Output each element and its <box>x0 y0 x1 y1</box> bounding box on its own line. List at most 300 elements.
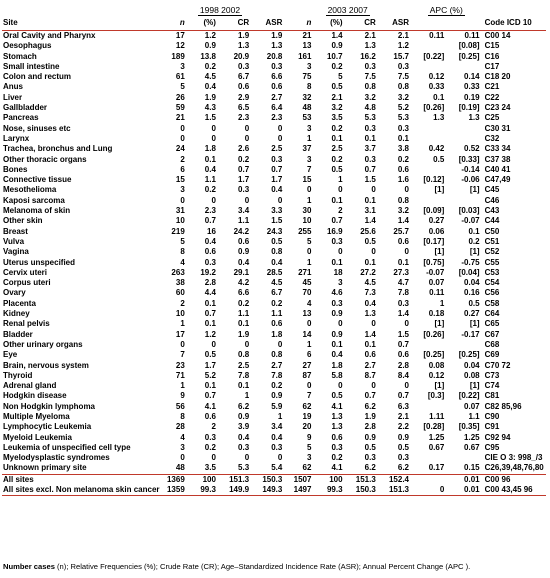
icd-code-cell: C15 <box>484 41 500 51</box>
incidence-table-container <box>2 4 546 496</box>
table-row <box>2 422 546 432</box>
site-cell: All sites <box>2 474 156 485</box>
site-cell: All sites excl. Non melanoma skin cancer <box>3 485 160 495</box>
column-header-row <box>2 16 546 31</box>
n-2003-cell: 1507 <box>284 474 313 485</box>
apc-asr-cell: 1.25 <box>464 432 480 442</box>
n-1998-cell: 4 <box>180 432 185 442</box>
n-1998-cell: 3 <box>180 61 185 71</box>
apc-asr-cell: [0.03] <box>458 206 480 216</box>
site-cell: Pancreas <box>3 113 39 123</box>
asr-1998-cell: 0 <box>277 133 283 143</box>
total-row <box>2 474 546 485</box>
apc-cr-cell: 1.25 <box>428 432 445 442</box>
asr-2003-cell: 5.3 <box>397 113 409 123</box>
n-2003-cell: 1 <box>306 339 312 349</box>
pct-2003-cell: 0 <box>338 319 343 329</box>
site-cell: Uterus unspecified <box>3 257 76 267</box>
n-2003-cell: 13 <box>302 41 312 51</box>
asr-2003-cell: 1.4 <box>397 216 409 226</box>
pct-2003-cell: 1.8 <box>331 360 343 370</box>
pct-1998-cell: 0.9 <box>204 41 216 51</box>
apc-cr-cell <box>411 134 446 144</box>
n-2003-cell: 5 <box>306 442 312 452</box>
cr-1998-cell: 6.7 <box>238 72 250 82</box>
icd-code-cell: C47,49 <box>484 175 511 185</box>
pct-1998-cell: 1.1 <box>204 175 216 185</box>
site-cell: Unknown primary site <box>3 463 87 473</box>
apc-cr-cell <box>411 124 446 134</box>
apc-asr-cell: -0.75 <box>461 257 480 267</box>
apc-asr-cell: [0.08] <box>458 41 480 51</box>
cr-2003-cell: 6.2 <box>364 463 376 473</box>
pct-1998-cell: 0.7 <box>204 216 216 226</box>
pct-2003-cell: 0.2 <box>331 453 343 463</box>
n-2003-cell: 70 <box>302 288 312 298</box>
n-1998-cell: 48 <box>175 463 185 473</box>
asr-1998-cell: 0.8 <box>271 247 283 257</box>
pct-1998-cell: 0.4 <box>204 236 216 246</box>
asr-1998-cell: 2.5 <box>271 144 283 154</box>
table-row <box>2 165 546 175</box>
pct-2003-cell: 5 <box>338 72 343 82</box>
apc-asr-cell <box>446 62 481 72</box>
cr-1998-cell: 24.2 <box>233 226 250 236</box>
pct-1998-cell: 0.2 <box>204 442 216 452</box>
n-1998-cell: 2 <box>180 154 185 164</box>
apc-asr-cell: [0.33] <box>458 154 480 164</box>
site-cell: Vulva <box>3 236 25 246</box>
pct-2003-cell: 4.6 <box>331 288 343 298</box>
table-row <box>2 124 546 134</box>
pct-1998-cell: 0.3 <box>204 432 216 442</box>
icd-code-cell: C51 <box>484 236 500 246</box>
n-2003-cell: 1 <box>306 257 312 267</box>
cr-1998-cell: 0 <box>244 123 250 133</box>
pct-1998-cell: 0.4 <box>204 82 216 92</box>
apc-cr-cell <box>411 196 446 206</box>
icd-code-cell: C17 <box>484 61 500 71</box>
asr-1998-cell: 1.9 <box>271 31 283 40</box>
asr-2003-cell: 152.4 <box>378 474 411 485</box>
n-1998-cell: 38 <box>175 278 185 288</box>
cr-2003-cell: 151.3 <box>345 474 378 485</box>
n-2003-cell: 4 <box>306 298 312 308</box>
icd-code-cell: C73 <box>484 370 500 380</box>
cr-1998-cell: 2.3 <box>238 113 250 123</box>
asr-1998-cell: 7.8 <box>271 370 283 380</box>
icd-code-cell: C26,39,48,76,80 <box>484 463 544 473</box>
apc-asr-column-header <box>446 16 481 31</box>
icd-code-cell: C32 <box>484 133 500 143</box>
icd-code-cell: C95 <box>484 442 500 452</box>
asr-1998-cell: 0.4 <box>271 432 283 442</box>
n-2003-cell: 3 <box>306 154 312 164</box>
cr-2003-cell: 0.1 <box>364 257 376 267</box>
footnote-bold: Number cases <box>3 562 55 571</box>
apc-asr-cell: 0.07 <box>464 401 480 411</box>
apc-cr-cell <box>411 62 446 72</box>
apc-cr-cell: [0.17] <box>423 236 445 246</box>
asr-1998-cell: 24.3 <box>266 226 283 236</box>
n-1998-cell: 0 <box>180 133 185 143</box>
pct-1998-cell: 1.5 <box>204 113 216 123</box>
asr-2003-cell: 1.4 <box>397 309 409 319</box>
cr-2003-cell: 0.1 <box>364 195 376 205</box>
asr-2003-cell: 3.2 <box>397 92 409 102</box>
table-row <box>2 82 546 92</box>
n-1998-cell: 60 <box>175 288 185 298</box>
n-1998-cell: 219 <box>171 226 185 236</box>
asr-1998-cell: 1.7 <box>271 175 283 185</box>
pct-2003-cell: 4.1 <box>331 401 343 411</box>
pct-1998-cell: 0.6 <box>204 247 216 257</box>
icd-code-cell: C82 85,96 <box>484 401 522 411</box>
icd-code-cell: C18 20 <box>484 72 511 82</box>
asr-1998-cell: 1.3 <box>271 41 283 51</box>
cr-1998-cell: 0.3 <box>238 185 250 195</box>
asr-2003-cell: 0.6 <box>397 350 409 360</box>
table-row <box>2 350 546 360</box>
asr-2003-cell: 0 <box>404 247 409 257</box>
cr-1998-cell: 0.3 <box>238 61 250 71</box>
asr-2003-cell: 0.1 <box>397 133 409 143</box>
asr-2003-cell: 0.3 <box>397 123 409 133</box>
n-1998-cell: 28 <box>175 422 185 432</box>
pct-1998-cell: 13.8 <box>200 51 216 61</box>
cr-2003-cell: 2.1 <box>364 31 376 40</box>
icd-code-cell: C40 41 <box>484 164 511 174</box>
cr-1998-cell: 2.6 <box>238 144 250 154</box>
pct-1998-cell: 0.7 <box>204 391 216 401</box>
cr-2003-cell: 0.4 <box>364 298 376 308</box>
pct-2003-cell: 0.5 <box>331 391 343 401</box>
apc-cr-cell: 0.18 <box>428 309 445 319</box>
n-column-header: n <box>156 16 187 31</box>
footnote-text: (n); Relative Frequencies (%); Crude Rate (CR); Age–Standardized Incidence Rate (ASR); Annual Percent Change (APC ). <box>54 562 471 571</box>
n-1998-cell: 9 <box>180 391 185 401</box>
n-1998-cell: 17 <box>175 31 185 40</box>
site-cell: Anus <box>3 82 23 92</box>
n-2003-cell: 15 <box>302 175 312 185</box>
table-row <box>2 103 546 113</box>
icd-code-cell: C44 <box>484 216 500 226</box>
icd-code-cell: C68 <box>484 339 500 349</box>
n-1998-cell: 0 <box>180 453 185 463</box>
incidence-table <box>2 4 546 496</box>
pct-2003-cell: 4.1 <box>331 463 343 473</box>
n-2003-cell: 5 <box>306 236 312 246</box>
cr-1998-cell: 1.3 <box>238 41 250 51</box>
n-2003-cell: 53 <box>302 113 312 123</box>
cr-1998-cell: 1.9 <box>238 329 250 339</box>
site-cell: Small intestine <box>3 61 60 71</box>
apc-cr-column-header <box>411 16 446 31</box>
pct-2003-cell: 1.3 <box>331 422 343 432</box>
icd-code-cell: C90 <box>484 411 500 421</box>
total-row <box>2 485 546 496</box>
asr-1998-cell: 1 <box>277 411 283 421</box>
site-cell: Hodgkin disease <box>3 391 67 401</box>
pct-2003-cell: 0.3 <box>331 442 343 452</box>
asr-1998-cell: 0.3 <box>271 442 283 452</box>
cr-2003-cell: 0.3 <box>364 61 376 71</box>
table-row <box>2 463 546 474</box>
table-row <box>2 299 546 309</box>
pct-1998-cell: 0.1 <box>204 319 216 329</box>
n-1998-cell: 71 <box>175 370 185 380</box>
apc-cr-cell <box>411 402 446 412</box>
cr-2003-cell: 1.3 <box>364 41 376 51</box>
icd-code-cell: C37 38 <box>484 154 511 164</box>
apc-asr-cell: 0.08 <box>464 370 480 380</box>
pct-1998-cell: 4.5 <box>204 72 216 82</box>
table-row <box>2 155 546 165</box>
apc-cr-cell: 0.06 <box>428 226 445 236</box>
cr-1998-cell: 0.3 <box>238 442 250 452</box>
apc-cr-cell: [0.09] <box>423 206 445 216</box>
asr-1998-cell: 20.8 <box>266 51 283 61</box>
apc-cr-cell: [0.25] <box>423 350 445 360</box>
icd-code-cell: C70 72 <box>484 360 511 370</box>
table-row <box>2 361 546 371</box>
table-row <box>2 268 546 278</box>
asr-2003-cell: 7.5 <box>397 72 409 82</box>
cr-1998-cell: 1 <box>244 391 250 401</box>
apc-asr-cell <box>446 124 481 134</box>
asr-2003-cell: 0.1 <box>397 257 409 267</box>
site-cell: Cervix uteri <box>3 267 48 277</box>
pct-2003-cell: 3.5 <box>331 113 343 123</box>
table-row <box>2 62 546 72</box>
n-1998-cell: 61 <box>175 72 185 82</box>
asr-2003-cell: 2.8 <box>397 360 409 370</box>
n-1998-cell: 23 <box>175 360 185 370</box>
cr-2003-cell: 27.2 <box>360 267 376 277</box>
icd-code-cell: C46 <box>484 195 500 205</box>
cr-2003-cell: 0.6 <box>364 350 376 360</box>
apc-asr-cell: 0.2 <box>468 236 480 246</box>
apc-asr-cell: [0.25] <box>458 51 480 61</box>
table-row <box>2 237 546 247</box>
asr-2003-cell: 151.3 <box>378 485 411 496</box>
cr-1998-cell: 7.8 <box>238 370 250 380</box>
site-cell: Kaposi sarcoma <box>3 195 65 205</box>
cr-1998-cell: 0 <box>244 195 250 205</box>
site-cell: Myeloid Leukemia <box>3 432 72 442</box>
n-1998-cell: 26 <box>175 92 185 102</box>
site-cell: Melanoma of skin <box>3 206 71 216</box>
apc-asr-cell: 0.1 <box>468 226 480 236</box>
cr-1998-cell: 0.9 <box>238 247 250 257</box>
apc-asr-cell: [1] <box>469 319 480 329</box>
apc-cr-cell: [1] <box>434 247 445 257</box>
pct-1998-cell: 0 <box>211 123 216 133</box>
pct-1998-cell: 1.2 <box>204 31 216 40</box>
cr-1998-cell: 6.2 <box>238 401 250 411</box>
pct-1998-cell: 0.6 <box>204 411 216 421</box>
apc-asr-cell: [0.19] <box>458 103 480 113</box>
apc-cr-cell: 0.12 <box>428 72 445 82</box>
table-row <box>2 391 546 401</box>
cr-2003-cell: 150.3 <box>345 485 378 496</box>
pct-2003-cell: 0.5 <box>331 164 343 174</box>
n-1998-cell: 1 <box>180 381 185 391</box>
apc-cr-cell: [1] <box>434 319 445 329</box>
n-2003-cell: 255 <box>298 226 312 236</box>
apc-cr-cell <box>411 165 446 175</box>
asr-2003-cell: 15.7 <box>393 51 409 61</box>
table-row <box>2 134 546 144</box>
pct-2003-cell: 100 <box>313 474 344 485</box>
asr-2003-cell: 2.2 <box>397 422 409 432</box>
n-1998-cell: 263 <box>171 267 185 277</box>
site-cell: Mesothelioma <box>3 185 57 195</box>
pct-2003-cell: 1.4 <box>331 31 343 40</box>
site-cell: Other skin <box>3 216 43 226</box>
site-cell: Multiple Myeloma <box>3 411 70 421</box>
n-2003-cell: 19 <box>302 411 312 421</box>
cr-1998-cell: 0 <box>244 339 250 349</box>
pct-2003-cell: 0.2 <box>331 61 343 71</box>
cr-1998-cell: 0.6 <box>238 236 250 246</box>
icd-code-cell: C56 <box>484 288 500 298</box>
footnote <box>3 562 470 571</box>
asr-1998-cell: 0.7 <box>271 164 283 174</box>
apc-asr-cell: 0.33 <box>464 82 480 92</box>
icd-code-cell: C43 <box>484 206 500 216</box>
n-1998-cell: 1 <box>180 319 185 329</box>
pct-1998-cell: 0.7 <box>204 309 216 319</box>
site-cell: Eye <box>3 350 18 360</box>
n-1998-cell: 4 <box>180 257 185 267</box>
cr-2003-cell: 0 <box>371 319 376 329</box>
apc-cr-cell <box>411 340 446 350</box>
cr-2003-cell: 2.7 <box>364 360 376 370</box>
apc-cr-cell: 1.3 <box>433 113 445 123</box>
table-row <box>2 41 546 51</box>
cr-2003-cell: 5.3 <box>364 113 376 123</box>
icd-code-cell: C52 <box>484 247 500 257</box>
asr-1998-cell: 2.7 <box>271 360 283 370</box>
cr-column-header: CR <box>218 16 251 31</box>
n-2003-cell: 9 <box>306 432 312 442</box>
apc-asr-cell: 0.04 <box>464 360 480 370</box>
asr-2003-cell: 0.9 <box>397 432 409 442</box>
cr-1998-cell: 3.4 <box>238 206 250 216</box>
asr-2003-cell: 6.3 <box>397 401 409 411</box>
pct-1998-cell: 0.1 <box>204 154 216 164</box>
cr-2003-cell: 0 <box>371 247 376 257</box>
icd-code-cell: C22 <box>484 92 500 102</box>
apc-cr-cell: 0 <box>411 485 446 496</box>
cr-1998-cell: 0.9 <box>238 411 250 421</box>
site-cell: Connective tissue <box>3 175 72 185</box>
cr-2003-cell: 0.5 <box>364 236 376 246</box>
asr-1998-cell: 0.2 <box>271 298 283 308</box>
pct-1998-cell: 0 <box>211 133 216 143</box>
site-cell: Liver <box>3 92 23 102</box>
apc-asr-cell <box>446 134 481 144</box>
period-header-row <box>2 4 546 16</box>
apc-asr-cell: 1.3 <box>468 113 480 123</box>
n-2003-cell: 0 <box>306 247 312 257</box>
cr-2003-cell: 6.2 <box>364 401 376 411</box>
site-cell: Corpus uteri <box>3 278 51 288</box>
cr-1998-cell: 6.5 <box>238 103 250 113</box>
asr-2003-cell: 2.1 <box>397 411 409 421</box>
asr-2003-cell: 2.1 <box>397 31 409 40</box>
site-cell: Renal pelvis <box>3 319 50 329</box>
asr-2003-cell: 1.5 <box>397 329 409 339</box>
asr-1998-cell: 0.3 <box>271 61 283 71</box>
n-1998-cell: 17 <box>175 329 185 339</box>
table-row <box>2 175 546 185</box>
asr-1998-cell: 0.9 <box>271 391 283 401</box>
cr-2003-cell: 0.3 <box>364 154 376 164</box>
table-row <box>2 288 546 298</box>
asr-1998-cell: 4.5 <box>271 278 283 288</box>
cr-2003-cell: 16.2 <box>360 51 376 61</box>
apc-cr-cell: 0.67 <box>428 442 445 452</box>
pct-1998-cell: 99.3 <box>187 485 218 496</box>
apc-cr-cell: [0.12] <box>423 175 445 185</box>
table-row <box>2 206 546 216</box>
asr-1998-cell: 3.3 <box>271 206 283 216</box>
n-1998-cell: 10 <box>175 309 185 319</box>
asr-2003-cell: 0.5 <box>397 442 409 452</box>
cr-2003-cell: 8.7 <box>364 370 376 380</box>
asr-2003-cell: 27.3 <box>393 267 409 277</box>
asr-2003-cell: 0.8 <box>397 82 409 92</box>
table-row <box>2 433 546 443</box>
table-row <box>2 402 546 412</box>
cr-1998-cell: 0.1 <box>238 319 250 329</box>
pct-1998-cell: 1.7 <box>204 360 216 370</box>
cr-2003-cell: 3.7 <box>364 144 376 154</box>
table-row <box>2 72 546 82</box>
icd-code-cell: C00 14 <box>484 31 511 40</box>
pct-2003-cell: 18 <box>333 267 343 277</box>
apc-cr-cell: 0.33 <box>428 82 445 92</box>
cr-2003-cell: 7.3 <box>364 288 376 298</box>
n-2003-cell: 48 <box>302 103 312 113</box>
asr-1998-cell: 149.3 <box>251 485 284 496</box>
n-1998-cell: 0 <box>180 123 185 133</box>
n-1998-cell: 15 <box>175 175 185 185</box>
period-2003-2007: 2003 2007 <box>327 5 368 15</box>
apc-header: APC (%) <box>429 5 463 15</box>
table-row <box>2 227 546 237</box>
apc-asr-cell: 1.1 <box>468 411 480 421</box>
pct-1998-cell: 0 <box>211 453 216 463</box>
site-cell: Other thoracic organs <box>3 154 87 164</box>
apc-asr-cell: -0.14 <box>461 164 480 174</box>
n-2003-cell: 7 <box>306 164 312 174</box>
apc-cr-cell: 0.07 <box>428 278 445 288</box>
apc-asr-cell: 0.27 <box>464 309 480 319</box>
asr-1998-cell: 2.3 <box>271 113 283 123</box>
cr-2003-cell: 1.4 <box>364 216 376 226</box>
cr-2003-cell: 1.3 <box>364 309 376 319</box>
asr-2003-cell: 3.2 <box>397 206 409 216</box>
apc-cr-cell: 0.11 <box>429 288 445 298</box>
asr-1998-cell: 0 <box>277 123 283 133</box>
site-cell: Other urinary organs <box>3 339 83 349</box>
site-cell: Breast <box>3 226 28 236</box>
table-row <box>2 113 546 123</box>
site-cell: Oral Cavity and Pharynx <box>3 31 96 40</box>
